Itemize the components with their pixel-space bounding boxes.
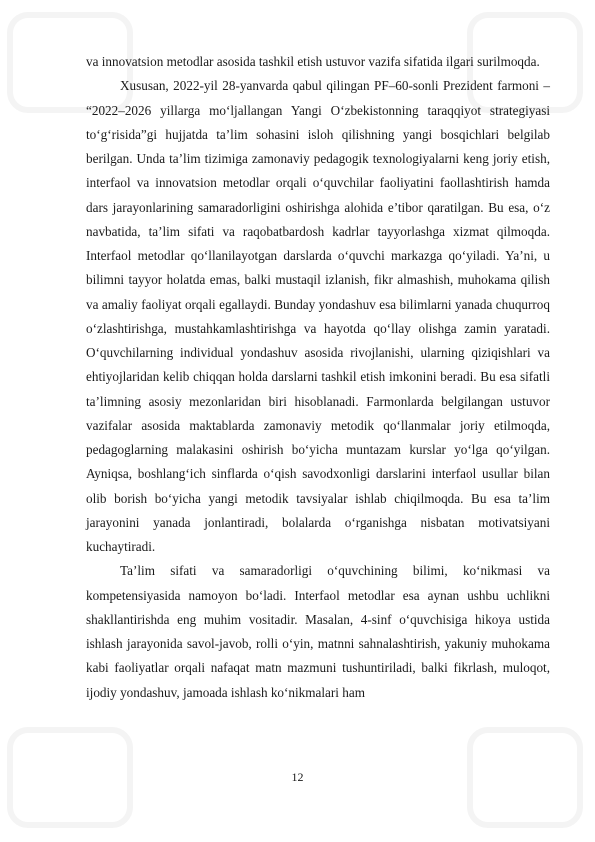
- paragraph-continuation: va innovatsion metodlar asosida tashkil etish ustuvor vazifa sifatida ilgari surilmoqda.: [86, 54, 540, 69]
- page-number: 12: [291, 770, 304, 784]
- paragraph-decree: Xususan, 2022-yil 28-yanvarda qabul qilingan PF–60-sonli Prezident farmoni – “2022–2026 yillarga mo‘ljallangan Yangi O‘zbekistonning taraqqiyot strategiyasi to‘g‘risida”gi hujjatda ta’lim sohasini isloh qilishning yangi bosqichlari belgilab berilgan. Unda ta’lim tizimiga zamonaviy pedagogik texnologiyalarni keng joriy etish, interfaol va innovatsion metodlar orqali o‘quvchilar faoliyatini faollashtirish hamda dars jarayonlarining samaradorligini oshirishga alohida e’tibor qaratilgan. Bu esa, o‘z navbatida, ta’lim sifati va raqobatbardosh kadrlar tayyorlashga xizmat qilmoqda. Interfaol metodlar qo‘llanilayotgan darslarda o‘quvchi markazga qo‘yiladi. Ya’ni, u bilimni tayyor holatda emas, balki mustaqil izlanish, fikr almashish, muhokama qilish va amaliy faoliyat orqali egallaydi. Bunday yondashuv esa bilimlarni yanada chuqurroq o‘zlashtirishga, mustahkamlashtirishga va hayotda qo‘llay olishga zamin yaratadi. O‘quvchilarning individual yondashuv asosida rivojlanishi, ularning qiziqishlari va ehtiyojlaridan kelib chiqqan holda darslarni tashkil etish imkonini beradi. Bu esa sifatli ta’limning asosiy mezonlaridan biri hisoblanadi. Farmonlarda belgilangan ustuvor vazifalar asosida maktablarda zamonaviy metodik qo‘llanmalar joriy etilmoqda, pedagoglarning malakasini oshirish bo‘yicha muntazam kurslar yo‘lga qo‘yilgan. Ayniqsa, boshlang‘ich sinflarda o‘qish savodxonligi darslarini interfaol usullar bilan olib borish bo‘yicha yangi metodik tavsiyalar ishlab chiqilmoqda. Bu esa ta’lim jarayonini yanada jonlantiradi, bolalarda o‘rganishga nisbatan motivatsiyani kuchaytiradi.: [86, 78, 550, 554]
- paragraph-education-quality: Ta’lim sifati va samaradorligi o‘quvchining bilimi, ko‘nikmasi va kompetensiyasida namoyon bo‘ladi. Interfaol metodlar esa aynan ushbu uchlikni shakllantirishda eng muhim vositadir. Masalan, 4-sinf o‘quvchisiga hikoya ustida ishlash jarayonida savol-javob, rolli o‘yin, matnni sahnalashtirish, yakuniy muhokama kabi faoliyatlar orqali nafaqat matn mazmuni tushuntiriladi, balki fikrlash, muloqot, ijodiy yondashuv, jamoada ishlash ko‘nikmalari ham: [86, 563, 550, 700]
- body-text: [86, 50, 550, 705]
